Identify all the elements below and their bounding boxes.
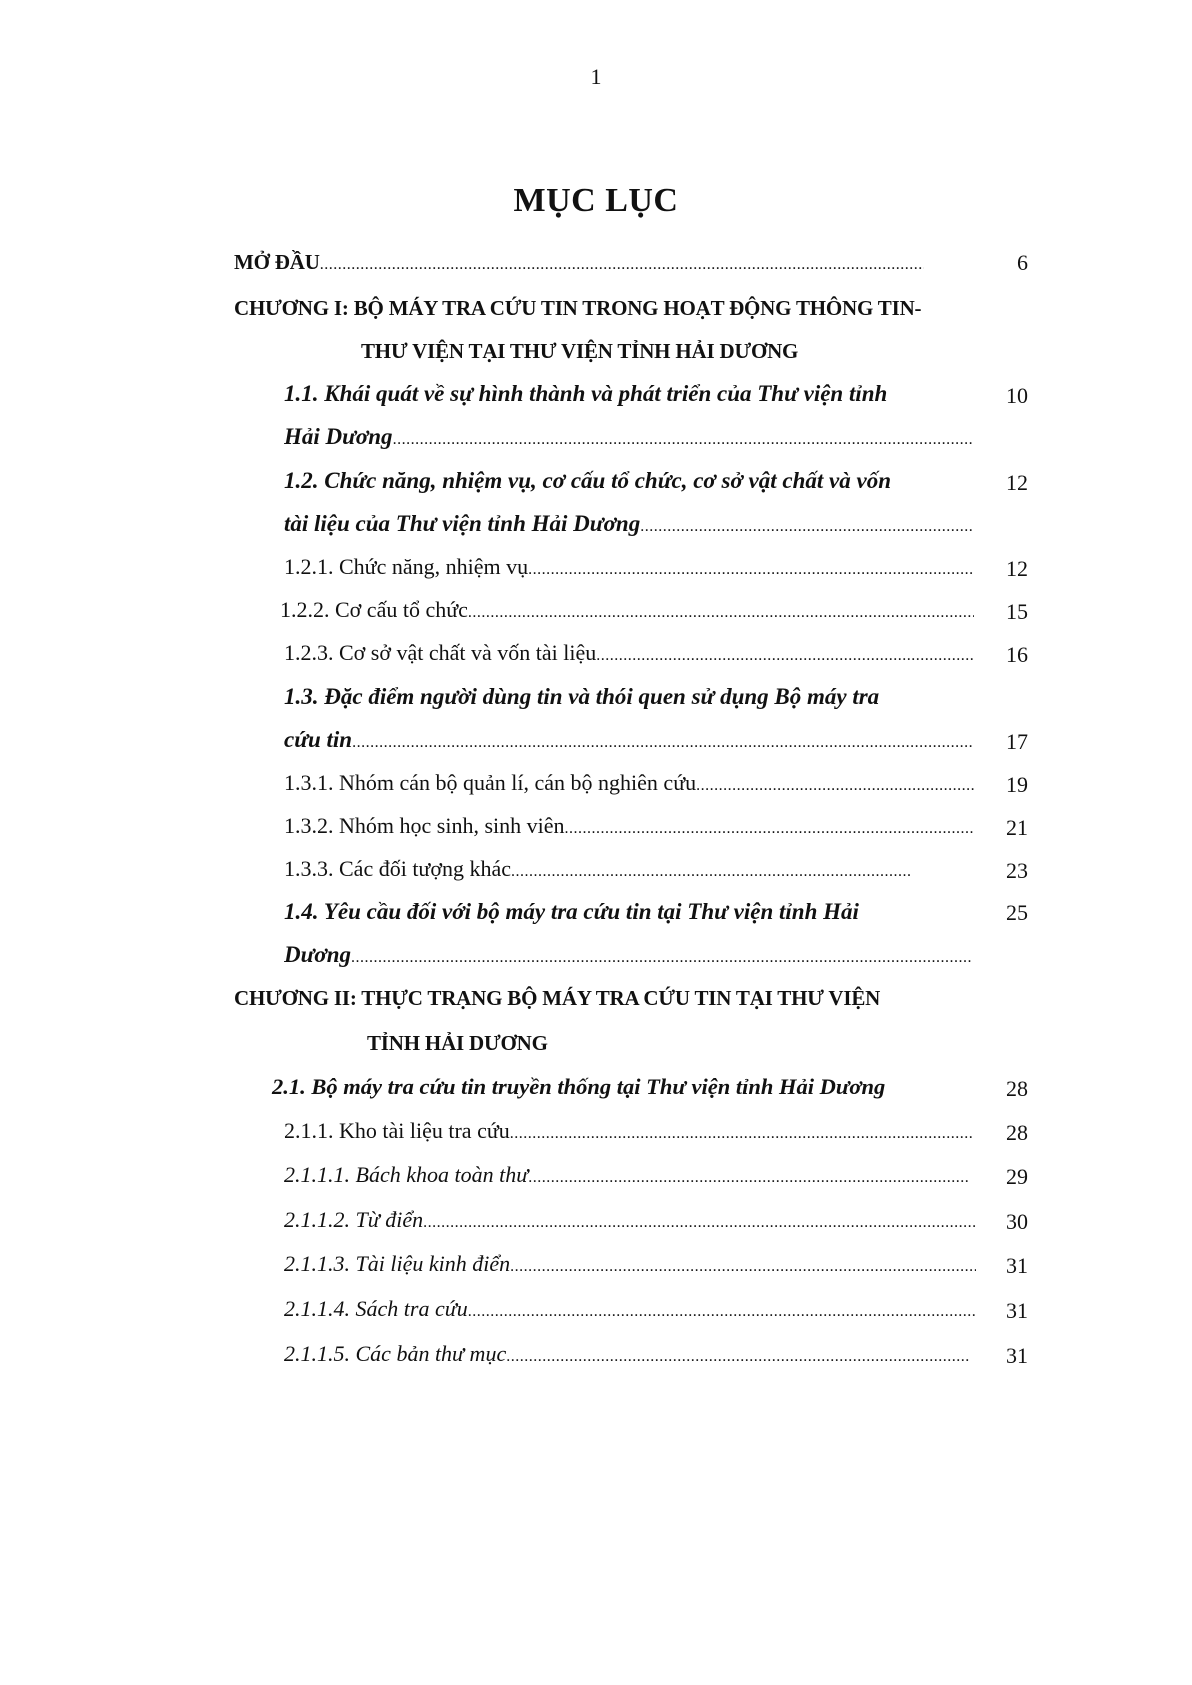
dot-leader (320, 256, 924, 274)
toc-chapter-1-line1[interactable]: CHƯƠNG I: BỘ MÁY TRA CỨU TIN TRONG HOẠT ĐỘNG THÔNG TIN- (234, 296, 922, 320)
toc-subsection-1-2-3[interactable] (284, 640, 974, 666)
toc-subsection-1-2-1[interactable] (284, 554, 974, 580)
toc-subsection-1-3-2[interactable] (284, 813, 974, 839)
dot-leader (511, 863, 910, 881)
dot-leader (528, 561, 974, 579)
toc-section-1-1-line2[interactable] (284, 424, 974, 450)
dot-leader (468, 604, 974, 622)
toc-page-number: 28 (1006, 1120, 1028, 1145)
dot-leader (352, 734, 974, 752)
toc-section-1-1-line1[interactable]: 1.1. Khái quát về sự hình thành và phát triển của Thư viện tỉnh (284, 381, 888, 406)
toc-page-number: 21 (1006, 815, 1028, 840)
toc-page-number: 12 (1006, 470, 1028, 495)
toc-page-number: 15 (1006, 599, 1028, 624)
toc-entry-label: 1.3.3. Các đối tượng khác (284, 856, 512, 881)
dot-leader (565, 820, 975, 838)
toc-page-number: 31 (1006, 1298, 1028, 1323)
toc-page-number: 29 (1006, 1164, 1028, 1189)
toc-chapter-1-line2[interactable]: THƯ VIỆN TẠI THƯ VIỆN TỈNH HẢI DƯƠNG (361, 339, 799, 363)
toc-page-number: 17 (1006, 729, 1028, 754)
toc-item-2-1-1-5[interactable] (284, 1341, 970, 1367)
toc-entry-label: 2.1.1.1. Bách khoa toàn thư (284, 1162, 529, 1187)
dot-leader (640, 518, 974, 536)
dot-leader (468, 1303, 976, 1321)
toc-section-1-2-line1[interactable]: 1.2. Chức năng, nhiệm vụ, cơ cấu tổ chức, cơ sở vật chất và vốn (284, 468, 891, 493)
toc-entry-label: 1.2.3. Cơ sở vật chất và vốn tài liệu (284, 640, 597, 665)
dot-leader (351, 949, 972, 967)
dot-leader (510, 1125, 974, 1143)
toc-item-2-1-1-2[interactable] (284, 1207, 976, 1233)
toc-entry-intro[interactable] (234, 250, 924, 275)
toc-item-2-1-1-1[interactable] (284, 1162, 970, 1188)
toc-subsection-1-2-2[interactable] (280, 597, 974, 623)
toc-entry-label: Dương (284, 942, 352, 967)
page-number: 1 (590, 64, 602, 89)
toc-item-2-1-1-4[interactable] (284, 1296, 976, 1322)
toc-page-number: 12 (1006, 556, 1028, 581)
toc-section-1-3-line2[interactable] (284, 727, 974, 753)
toc-subsection-1-3-1[interactable] (284, 770, 974, 796)
toc-entry-label: 2.1.1.5. Các bản thư mục (284, 1341, 507, 1366)
toc-page-number: 28 (1006, 1076, 1028, 1101)
dot-leader (510, 1258, 976, 1276)
dot-leader (393, 431, 974, 449)
dot-leader (423, 1214, 976, 1232)
toc-page-number: 25 (1006, 900, 1028, 925)
toc-subsection-2-1-1[interactable] (284, 1118, 974, 1144)
toc-entry-label: 2.1.1. Kho tài liệu tra cứu (284, 1118, 510, 1143)
toc-page-number: 16 (1006, 642, 1028, 667)
toc-section-1-2-line2[interactable] (284, 511, 974, 537)
toc-subsection-1-3-3[interactable] (284, 856, 910, 882)
toc-page-number: 30 (1006, 1209, 1028, 1234)
toc-item-2-1-1-3[interactable] (284, 1251, 976, 1277)
toc-section-2-1[interactable]: 2.1. Bộ máy tra cứu tin truyền thống tại Thư viện tỉnh Hải Dương (272, 1074, 886, 1099)
toc-chapter-2-line2[interactable]: TỈNH HẢI DƯƠNG (367, 1031, 548, 1055)
toc-page-number: 23 (1006, 858, 1028, 883)
toc-section-1-4-line1[interactable]: 1.4. Yêu cầu đối với bộ máy tra cứu tin tại Thư viện tỉnh Hải (284, 899, 859, 924)
toc-entry-label: 1.2.2. Cơ cấu tổ chức (280, 597, 468, 622)
toc-entry-label: tài liệu của Thư viện tỉnh Hải Dương (284, 511, 641, 536)
dot-leader (528, 1169, 970, 1187)
toc-entry-label: 1.3.2. Nhóm học sinh, sinh viên (284, 813, 565, 838)
toc-page-number: 6 (1017, 250, 1028, 275)
toc-entry-label: 2.1.1.3. Tài liệu kinh điển (284, 1251, 511, 1276)
toc-section-1-4-line2[interactable] (284, 942, 972, 968)
toc-entry-label: 2.1.1.4. Sách tra cứu (284, 1296, 468, 1321)
dot-leader (596, 647, 974, 665)
toc-entry-label: 1.2.1. Chức năng, nhiệm vụ (284, 554, 529, 579)
toc-chapter-2-line1[interactable]: CHƯƠNG II: THỰC TRẠNG BỘ MÁY TRA CỨU TIN TẠI THƯ VIỆN (234, 986, 881, 1010)
toc-entry-label: cứu tin (284, 727, 353, 752)
dot-leader (506, 1348, 970, 1366)
toc-page-number: 10 (1006, 383, 1028, 408)
toc-page-number: 31 (1006, 1343, 1028, 1368)
toc-section-1-3-line1[interactable]: 1.3. Đặc điểm người dùng tin và thói quen sử dụng Bộ máy tra (284, 684, 880, 709)
toc-entry-label: Hải Dương (284, 424, 393, 449)
toc-entry-label: MỞ ĐẦU (234, 250, 320, 274)
toc-page-number: 19 (1006, 772, 1028, 797)
dot-leader (696, 777, 974, 795)
toc-title: MỤC LỤC (513, 182, 679, 219)
toc-page-number: 31 (1006, 1253, 1028, 1278)
toc-entry-label: 1.3.1. Nhóm cán bộ quản lí, cán bộ nghiên cứu (284, 770, 697, 795)
toc-entry-label: 2.1.1.2. Từ điển (284, 1207, 424, 1232)
